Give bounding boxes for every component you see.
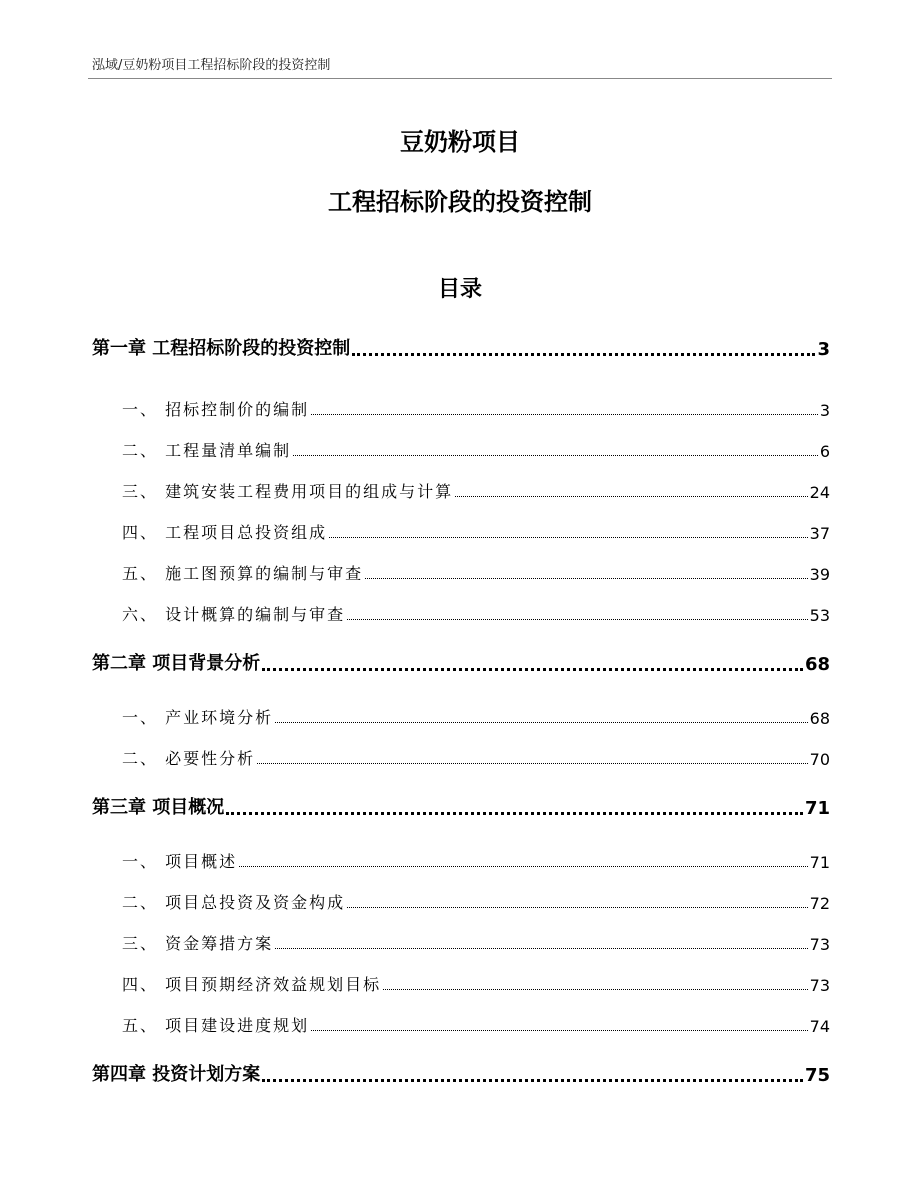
toc-entry-label: 二、 项目总投资及资金构成 xyxy=(122,893,346,912)
toc-section-entry[interactable] xyxy=(92,702,830,728)
toc-entry-label: 二、 工程量清单编制 xyxy=(122,441,292,460)
toc-page-number: 39 xyxy=(809,565,830,584)
running-header: 泓域/豆奶粉项目工程招标阶段的投资控制 xyxy=(92,58,331,73)
toc-entry-label: 一、 产业环境分析 xyxy=(122,708,274,727)
toc-page-number: 3 xyxy=(819,401,830,420)
toc-section-entry[interactable] xyxy=(92,476,830,502)
toc-page-number: 71 xyxy=(804,798,830,819)
toc-section-entry[interactable] xyxy=(92,743,830,769)
toc-leader xyxy=(262,668,803,671)
toc-page-number: 73 xyxy=(809,935,830,954)
toc-leader xyxy=(347,619,808,620)
toc-page-number: 74 xyxy=(809,1017,830,1036)
toc-page-number: 72 xyxy=(809,894,830,913)
document-title-line2: 工程招标阶段的投资控制 xyxy=(328,188,592,216)
toc-chapter-entry[interactable] xyxy=(92,1060,830,1086)
toc-page-number: 73 xyxy=(809,976,830,995)
toc-leader xyxy=(383,989,808,990)
toc-section-entry[interactable] xyxy=(92,517,830,543)
toc-section-entry[interactable] xyxy=(92,928,830,954)
toc-entry-label: 二、 必要性分析 xyxy=(122,749,256,768)
toc-section-entry[interactable] xyxy=(92,435,830,461)
toc-entry-label: 一、 项目概述 xyxy=(122,852,238,871)
toc-entry-label: 第二章 项目背景分析 xyxy=(92,653,261,674)
toc-leader xyxy=(275,722,808,723)
toc-page-number: 24 xyxy=(809,483,830,502)
document-title-line1: 豆奶粉项目 xyxy=(400,128,520,156)
toc-entry-label: 四、 工程项目总投资组成 xyxy=(122,523,328,542)
toc-leader xyxy=(352,353,815,356)
toc-leader xyxy=(257,763,808,764)
toc-page-number: 71 xyxy=(809,853,830,872)
toc-entry-label: 五、 项目建设进度规划 xyxy=(122,1016,310,1035)
toc-page-number: 75 xyxy=(804,1065,830,1086)
toc-section-entry[interactable] xyxy=(92,558,830,584)
toc-entry-label: 一、 招标控制价的编制 xyxy=(122,400,310,419)
toc-entry-label: 六、 设计概算的编制与审查 xyxy=(122,605,346,624)
toc-section-entry[interactable] xyxy=(92,599,830,625)
toc-entry-label: 五、 施工图预算的编制与审查 xyxy=(122,564,364,583)
toc-page-number: 6 xyxy=(819,442,830,461)
toc-page-number: 53 xyxy=(809,606,830,625)
toc-chapter-entry[interactable] xyxy=(92,793,830,819)
toc-section-entry[interactable] xyxy=(92,1010,830,1036)
toc-leader xyxy=(311,1030,808,1031)
toc-leader xyxy=(275,948,808,949)
toc-leader xyxy=(226,812,803,815)
toc-entry-label: 四、 项目预期经济效益规划目标 xyxy=(122,975,382,994)
toc-page-number: 37 xyxy=(809,524,830,543)
toc-leader xyxy=(347,907,808,908)
toc-leader xyxy=(262,1079,803,1082)
toc-chapter-entry[interactable] xyxy=(92,334,830,360)
toc-entry-label: 三、 资金筹措方案 xyxy=(122,934,274,953)
toc-page-number: 68 xyxy=(804,654,830,675)
toc-leader xyxy=(455,496,808,497)
header-divider xyxy=(88,78,832,79)
toc-entry-label: 第三章 项目概况 xyxy=(92,797,225,818)
toc-section-entry[interactable] xyxy=(92,846,830,872)
toc-leader xyxy=(329,537,808,538)
toc-leader xyxy=(311,414,818,415)
toc-page-number: 68 xyxy=(809,709,830,728)
toc-page-number: 3 xyxy=(817,339,830,360)
toc-section-entry[interactable] xyxy=(92,887,830,913)
toc-entry-label: 三、 建筑安装工程费用项目的组成与计算 xyxy=(122,482,454,501)
toc-heading: 目录 xyxy=(437,277,482,302)
toc-section-entry[interactable] xyxy=(92,969,830,995)
toc-leader xyxy=(293,455,818,456)
toc-leader xyxy=(239,866,808,867)
toc-chapter-entry[interactable] xyxy=(92,649,830,675)
toc-page-number: 70 xyxy=(809,750,830,769)
toc-section-entry[interactable] xyxy=(92,394,830,420)
toc-leader xyxy=(365,578,808,579)
toc-entry-label: 第四章 投资计划方案 xyxy=(92,1064,261,1085)
toc-entry-label: 第一章 工程招标阶段的投资控制 xyxy=(92,338,351,359)
